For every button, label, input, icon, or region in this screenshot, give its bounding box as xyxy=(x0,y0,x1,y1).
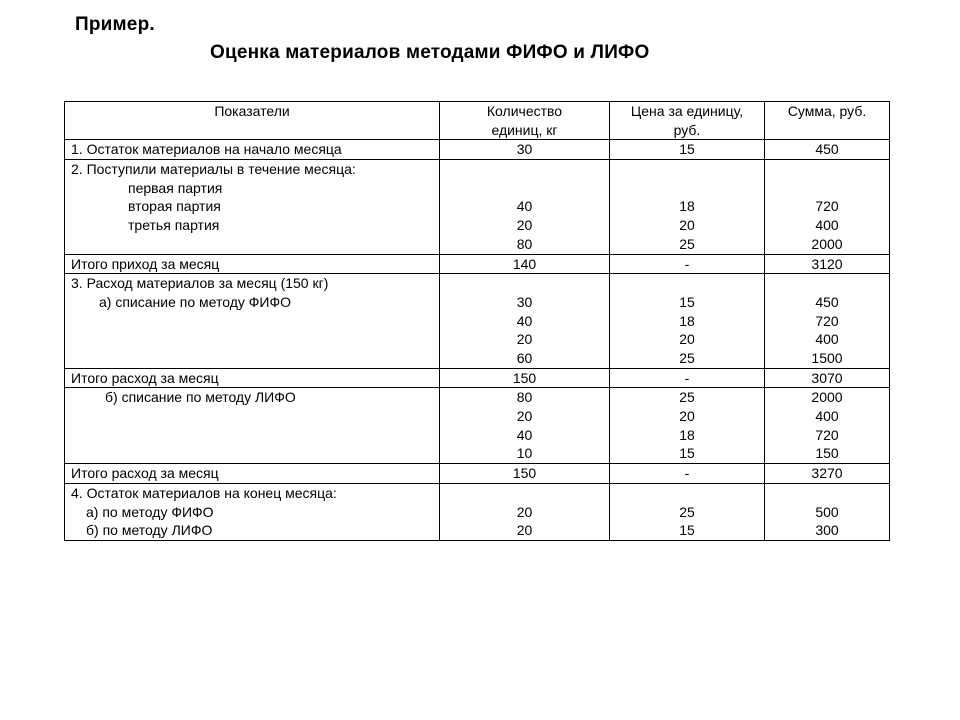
opening-sum: 450 xyxy=(765,140,890,160)
table-row-lifo-total xyxy=(65,464,890,484)
opening-qty: 30 xyxy=(440,140,610,160)
issue-label: 3. Расход материалов за месяц (150 кг) xyxy=(71,275,329,292)
receipts-price-cell: 18 20 25 xyxy=(610,160,765,254)
receipt-batch-2: вторая партия xyxy=(128,198,221,215)
lifo-total-sum: 3270 xyxy=(765,464,890,484)
header-indicators: Показатели xyxy=(65,102,440,140)
receipts-total-sum: 3120 xyxy=(765,254,890,274)
receipt-batch-1: первая партия xyxy=(128,179,223,196)
lifo-total-qty: 150 xyxy=(440,464,610,484)
closing-label: 4. Остаток материалов на конец месяца: xyxy=(71,484,337,501)
header-price: Цена за единицу, руб. xyxy=(610,102,765,140)
table-header-row xyxy=(65,102,890,140)
lifo-price-cell: 25 20 18 15 xyxy=(610,388,765,464)
fifo-total-price: - xyxy=(610,368,765,388)
table-row-opening xyxy=(65,140,890,160)
receipts-total-price: - xyxy=(610,254,765,274)
receipts-total-label: Итого приход за месяц xyxy=(65,254,440,274)
lifo-total-price: - xyxy=(610,464,765,484)
table-row-receipts xyxy=(65,160,890,254)
fifo-price-cell: 15 18 20 25 xyxy=(610,274,765,368)
fifo-total-qty: 150 xyxy=(440,368,610,388)
receipts-label-cell xyxy=(65,160,440,254)
closing-label-cell xyxy=(65,483,440,540)
header-quantity: Количество единиц, кг xyxy=(440,102,610,140)
receipts-sum-cell: 720 400 2000 xyxy=(765,160,890,254)
lifo-total-label: Итого расход за месяц xyxy=(65,464,440,484)
materials-table xyxy=(64,101,890,541)
page-title: Оценка материалов методами ФИФО и ЛИФО xyxy=(210,42,650,63)
fifo-label: а) списание по методу ФИФО xyxy=(99,293,291,310)
lifo-label-cell xyxy=(65,388,440,464)
closing-fifo-label: а) по методу ФИФО xyxy=(86,503,214,520)
table-row-lifo xyxy=(65,388,890,464)
closing-price-cell: 25 15 xyxy=(610,483,765,540)
table-row-closing xyxy=(65,483,890,540)
table-row-issue-fifo xyxy=(65,274,890,368)
issue-label-cell xyxy=(65,274,440,368)
opening-price: 15 xyxy=(610,140,765,160)
receipts-label: 2. Поступили материалы в течение месяца: xyxy=(71,161,356,178)
fifo-sum-cell: 450 720 400 1500 xyxy=(765,274,890,368)
example-heading: Пример. xyxy=(75,14,155,35)
lifo-label: б) списание по методу ЛИФО xyxy=(105,389,296,406)
receipts-total-qty: 140 xyxy=(440,254,610,274)
header-sum: Сумма, руб. xyxy=(765,102,890,140)
lifo-sum-cell: 2000 400 720 150 xyxy=(765,388,890,464)
table-row-receipts-total xyxy=(65,254,890,274)
receipt-batch-3: третья партия xyxy=(128,217,220,234)
receipts-qty-cell: 40 20 80 xyxy=(440,160,610,254)
fifo-total-sum: 3070 xyxy=(765,368,890,388)
closing-lifo-label: б) по методу ЛИФО xyxy=(86,522,213,539)
closing-qty-cell: 20 20 xyxy=(440,483,610,540)
table-row-fifo-total xyxy=(65,368,890,388)
fifo-total-label: Итого расход за месяц xyxy=(65,368,440,388)
opening-label: 1. Остаток материалов на начало месяца xyxy=(65,140,440,160)
lifo-qty-cell: 80 20 40 10 xyxy=(440,388,610,464)
closing-sum-cell: 500 300 xyxy=(765,483,890,540)
fifo-qty-cell: 30 40 20 60 xyxy=(440,274,610,368)
